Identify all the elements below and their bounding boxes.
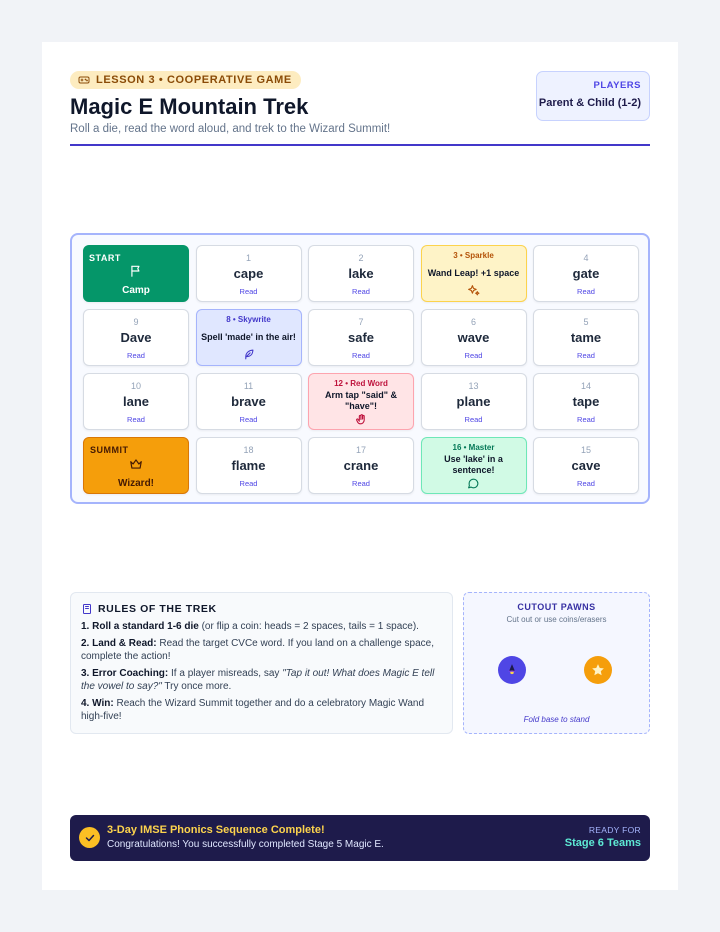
cutout-pawns-panel bbox=[463, 592, 650, 734]
space-number: 7 bbox=[358, 317, 364, 327]
space-15[interactable] bbox=[533, 437, 639, 494]
wizard-icon bbox=[505, 663, 519, 677]
rule-lead: 4. Win: bbox=[81, 697, 114, 709]
challenge-title: 8 • Skywrite bbox=[226, 315, 271, 324]
rule-text: Reach the Wizard Summit together and do a celebratory Magic Wand high-five! bbox=[81, 697, 425, 722]
read-label: Read bbox=[127, 351, 145, 360]
space-word: tape bbox=[572, 394, 600, 409]
banner-title: 3-Day IMSE Phonics Sequence Complete! bbox=[107, 824, 325, 836]
space-number: 10 bbox=[130, 381, 141, 391]
header-divider bbox=[70, 144, 650, 146]
page-subtitle: Roll a die, read the word aloud, and trek to the Wizard Summit! bbox=[70, 123, 391, 135]
summit-label: Wizard! bbox=[117, 478, 155, 489]
space-1[interactable] bbox=[196, 245, 302, 302]
space-16-master[interactable] bbox=[421, 437, 527, 494]
space-number: 11 bbox=[243, 381, 254, 391]
pawns-subtext: Cut out or use coins/erasers bbox=[506, 615, 607, 624]
space-3-sparkle[interactable] bbox=[421, 245, 527, 302]
players-label: PLAYERS bbox=[593, 80, 641, 91]
space-number: 4 bbox=[583, 253, 589, 263]
start-label: Camp bbox=[122, 285, 150, 296]
challenge-text: Spell 'made' in the air! bbox=[201, 332, 296, 342]
space-number: 17 bbox=[355, 445, 366, 455]
rule-lead: 3. Error Coaching: bbox=[81, 667, 169, 679]
read-label: Read bbox=[239, 415, 258, 424]
space-number: 5 bbox=[583, 317, 589, 327]
rule-text: If a player misreads, say bbox=[168, 667, 283, 679]
lesson-badge-label: LESSON 3 • COOPERATIVE GAME bbox=[96, 74, 292, 86]
read-label: Read bbox=[464, 351, 483, 360]
read-label: Read bbox=[239, 479, 258, 488]
rules-heading bbox=[81, 603, 442, 615]
rule-quote: "Tap it out! What does Magic E tell the vowel to say?" bbox=[81, 667, 435, 692]
space-word: cape bbox=[233, 266, 264, 281]
read-label: Read bbox=[577, 351, 595, 360]
feather-icon bbox=[242, 348, 255, 361]
space-4[interactable] bbox=[533, 245, 639, 302]
space-word: safe bbox=[347, 330, 375, 345]
summit-tag: SUMMIT bbox=[90, 445, 129, 455]
read-label: Read bbox=[352, 479, 370, 488]
challenge-text: Arm tap "said" & "have"! bbox=[324, 390, 398, 411]
space-number: 18 bbox=[243, 445, 254, 455]
completion-banner bbox=[70, 815, 650, 861]
space-number: 6 bbox=[470, 317, 476, 327]
pawns-heading: CUTOUT PAWNS bbox=[517, 602, 596, 612]
game-board bbox=[70, 233, 650, 504]
challenge-title: 12 • Red Word bbox=[334, 379, 388, 388]
pawns-footer: Fold base to stand bbox=[523, 715, 590, 724]
challenge-text: Use 'lake' in a sentence! bbox=[444, 454, 503, 475]
rule-item bbox=[81, 667, 442, 694]
speech-bubble-icon bbox=[467, 477, 480, 490]
space-word: wave bbox=[457, 330, 490, 345]
space-9[interactable] bbox=[83, 309, 189, 366]
rule-lead: 1. Roll a standard 1-6 die bbox=[81, 621, 199, 632]
space-17[interactable] bbox=[308, 437, 414, 494]
book-icon bbox=[81, 603, 93, 615]
ready-for-label: READY FOR bbox=[588, 825, 641, 835]
space-word: tame bbox=[570, 330, 602, 345]
space-summit[interactable] bbox=[83, 437, 189, 494]
space-word: Dave bbox=[120, 330, 152, 345]
flag-icon bbox=[129, 264, 143, 278]
space-number: 2 bbox=[358, 253, 364, 263]
page-title: Magic E Mountain Trek bbox=[70, 94, 309, 119]
space-6[interactable] bbox=[421, 309, 527, 366]
space-7[interactable] bbox=[308, 309, 414, 366]
space-word: gate bbox=[572, 266, 600, 281]
star-pawn[interactable] bbox=[584, 656, 612, 684]
rule-item bbox=[81, 697, 442, 724]
space-5[interactable] bbox=[533, 309, 639, 366]
check-badge bbox=[79, 827, 100, 848]
read-label: Read bbox=[352, 287, 370, 296]
ready-for-value: Stage 6 Teams bbox=[564, 837, 641, 849]
space-number: 13 bbox=[468, 381, 479, 391]
rules-panel bbox=[70, 592, 453, 734]
space-18[interactable] bbox=[196, 437, 302, 494]
star-icon bbox=[591, 663, 605, 677]
rule-lead: 2. Land & Read: bbox=[81, 637, 157, 649]
banner-subtitle: Congratulations! You successfully completed Stage 5 Magic E. bbox=[107, 839, 384, 850]
players-value: Parent & Child (1-2) bbox=[538, 97, 641, 109]
space-12-red-word[interactable] bbox=[308, 373, 414, 430]
space-number: 14 bbox=[580, 381, 591, 391]
rule-tail: Try once more. bbox=[161, 681, 232, 692]
space-11[interactable] bbox=[196, 373, 302, 430]
checkmark-icon bbox=[84, 832, 96, 844]
space-word: brave bbox=[231, 394, 266, 409]
space-word: crane bbox=[343, 458, 379, 473]
space-word: cave bbox=[571, 458, 601, 473]
space-2[interactable] bbox=[308, 245, 414, 302]
gamepad-icon bbox=[78, 74, 90, 86]
read-label: Read bbox=[577, 287, 595, 296]
space-word: lake bbox=[348, 266, 374, 281]
challenge-title: 3 • Sparkle bbox=[453, 251, 494, 260]
read-label: Read bbox=[127, 415, 145, 424]
players-box bbox=[536, 71, 650, 121]
space-number: 9 bbox=[133, 317, 139, 327]
space-14[interactable] bbox=[533, 373, 639, 430]
read-label: Read bbox=[464, 415, 483, 424]
read-label: Read bbox=[352, 351, 370, 360]
space-8-skywrite[interactable] bbox=[196, 309, 302, 366]
space-10[interactable] bbox=[83, 373, 189, 430]
start-tag: START bbox=[89, 253, 121, 263]
challenge-text: Wand Leap! +1 space bbox=[427, 268, 520, 278]
rules-heading-text: RULES OF THE TREK bbox=[98, 603, 217, 615]
rule-text: Read the target CVCe word. If you land on a challenge space, complete the action! bbox=[81, 637, 434, 662]
worksheet bbox=[42, 42, 678, 890]
space-13[interactable] bbox=[421, 373, 527, 430]
space-word: plane bbox=[456, 394, 491, 409]
read-label: Read bbox=[239, 287, 258, 296]
space-start[interactable] bbox=[83, 245, 189, 302]
rule-item bbox=[81, 620, 442, 634]
rule-item bbox=[81, 637, 442, 664]
space-word: lane bbox=[122, 394, 149, 409]
space-word: flame bbox=[231, 458, 266, 473]
read-label: Read bbox=[577, 479, 595, 488]
lesson-badge bbox=[70, 71, 301, 89]
read-label: Read bbox=[577, 415, 595, 424]
space-number: 1 bbox=[245, 253, 251, 263]
rules-list bbox=[81, 620, 442, 724]
challenge-title: 16 • Master bbox=[452, 443, 495, 452]
space-number: 15 bbox=[580, 445, 591, 455]
hand-icon bbox=[355, 413, 368, 426]
wizard-pawn[interactable] bbox=[498, 656, 526, 684]
rule-text: (or flip a coin: heads = 2 spaces, tails = 1 space). bbox=[198, 621, 419, 632]
crown-icon bbox=[129, 457, 143, 471]
sparkles-icon bbox=[467, 284, 480, 297]
